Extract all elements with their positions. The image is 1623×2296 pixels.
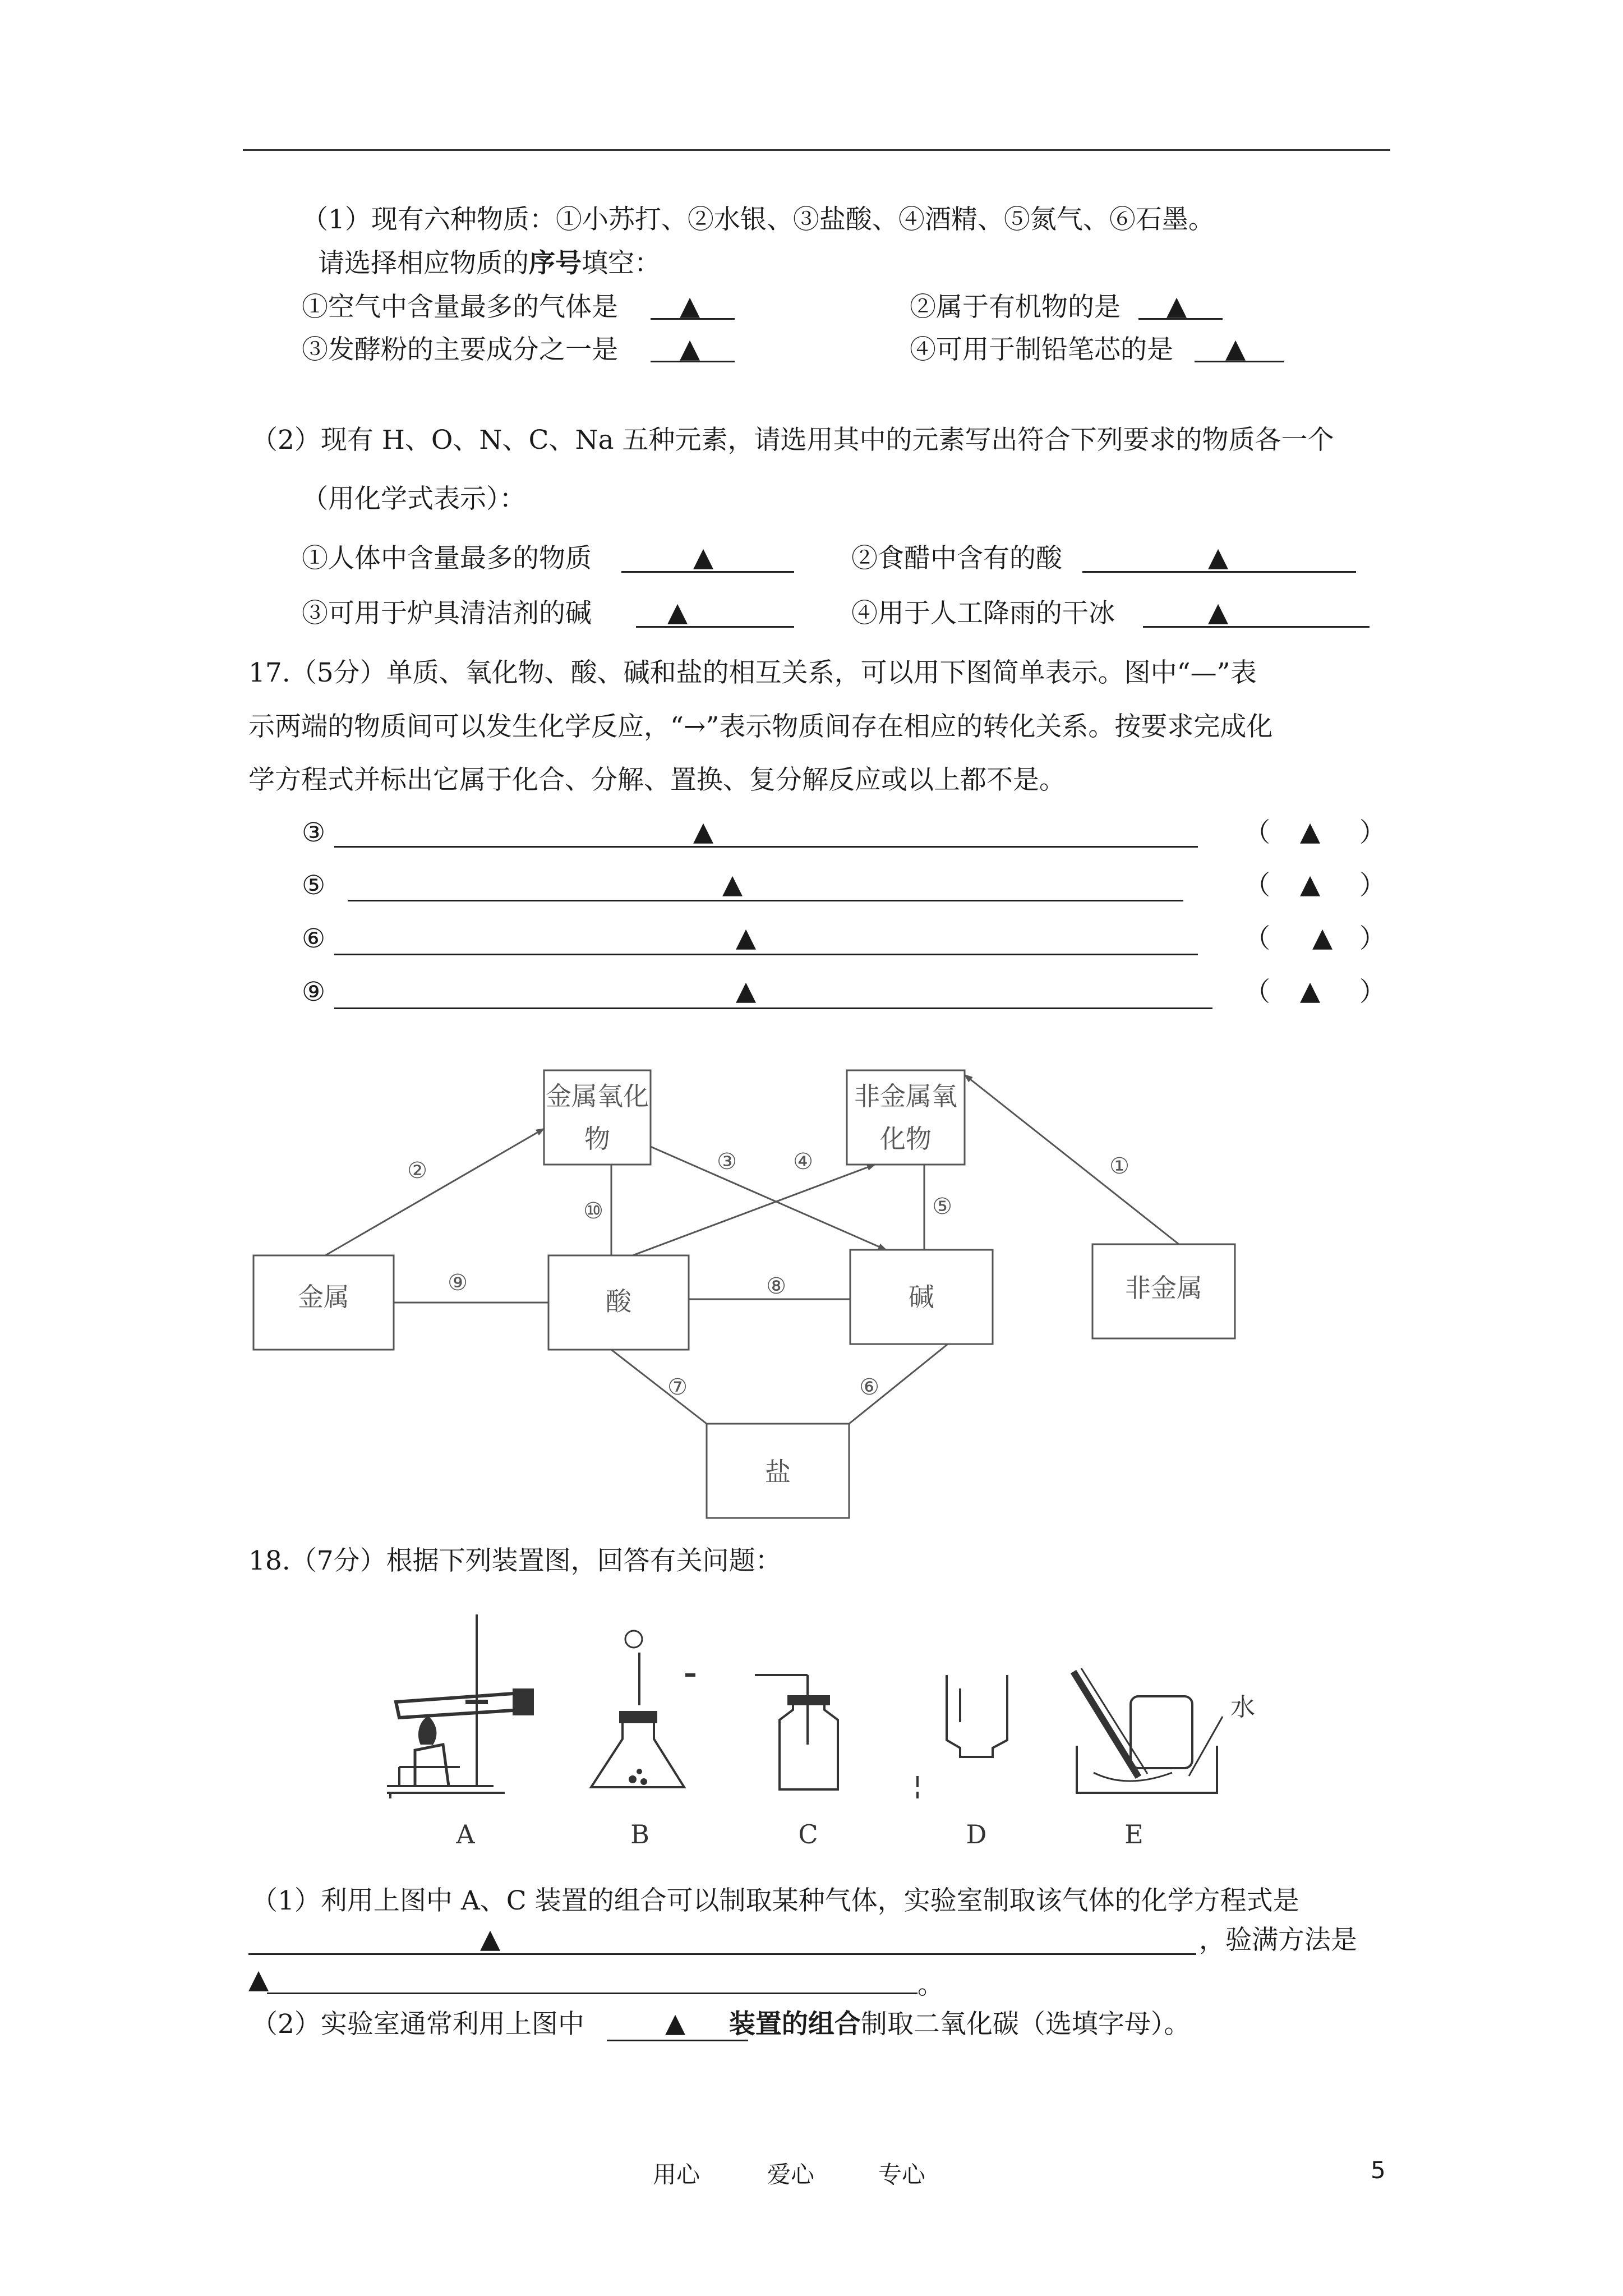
paren-close: ）: [1359, 923, 1386, 954]
node-nonmetal-oxide-label: 化物: [880, 1124, 932, 1154]
q18-p2-c: 制取二氧化碳（选填字母）。: [860, 2009, 1191, 2040]
paren-open: （: [1244, 817, 1270, 848]
apparatus-label-c: C: [798, 1819, 818, 1849]
node-acid-label: 酸: [606, 1286, 631, 1317]
q16-p2-note: （用化学式表示）：: [302, 484, 526, 514]
paren-close: ）: [1359, 870, 1386, 901]
edge-label-4: ④: [793, 1149, 813, 1175]
edge-label-8: ⑧: [766, 1273, 786, 1299]
node-metal-oxide-label: 金属氧化: [546, 1081, 649, 1111]
paren-open: （: [1244, 977, 1270, 1007]
equation-blank[interactable]: [348, 900, 1183, 901]
q17-line2: 示两端的物质间可以发生化学反应，“→”表示物质间存在相应的转化关系。按要求完成化: [248, 711, 1273, 742]
node-base-box: [850, 1250, 993, 1344]
water-label: 水: [1230, 1693, 1255, 1722]
blank[interactable]: [607, 2040, 748, 2041]
answer-mark: ▲: [1300, 976, 1321, 1006]
node-nonmetal-label: 非金属: [1125, 1273, 1202, 1303]
node-nonmetal-box: [1092, 1244, 1235, 1338]
paren-close: ）: [1359, 977, 1386, 1007]
answer-mark: ▲: [1208, 597, 1229, 628]
equation-blank[interactable]: [334, 846, 1198, 848]
edge-label-1: ①: [1109, 1153, 1129, 1179]
footer-motto-3: 专心: [878, 2161, 926, 2188]
answer-mark: ▲: [693, 816, 714, 847]
q16-p2-intro: （2）现有 H、O、N、C、Na 五种元素，请选用其中的元素写出符合下列要求的物质各一个: [251, 425, 1334, 455]
q17-item-label: ⑤: [302, 870, 326, 901]
node-metal-oxide-box: [544, 1070, 651, 1165]
answer-mark: ▲: [1300, 816, 1321, 847]
answer-mark: ▲: [722, 869, 743, 900]
blank[interactable]: [1143, 626, 1370, 628]
answer-mark: ▲: [1225, 333, 1246, 364]
answer-mark: ▲: [1300, 869, 1321, 900]
blank[interactable]: [636, 626, 794, 628]
footer-motto-1: 用心: [653, 2161, 700, 2188]
edge-4: [633, 1165, 875, 1255]
q18-p1-period: 。: [917, 1970, 944, 2000]
edge-1: [965, 1075, 1179, 1244]
edge-label-3: ③: [717, 1149, 737, 1175]
node-nonmetal-oxide-label: 非金属氧: [854, 1081, 957, 1111]
q16-p1-d: ④可用于制铅笔芯的是: [910, 334, 1173, 365]
page-number: 5: [1371, 2156, 1386, 2184]
q18-p2-b: 装置的组合: [728, 2009, 861, 2040]
q17-line3: 学方程式并标出它属于化合、分解、置换、复分解反应或以上都不是。: [248, 765, 1066, 795]
paren-open: （: [1244, 870, 1270, 901]
equation-blank[interactable]: [334, 1007, 1212, 1009]
apparatus-d: [917, 1675, 1007, 1798]
node-acid-box: [548, 1255, 689, 1350]
node-metal-oxide-label: 物: [584, 1124, 610, 1154]
q16-p1-instruction: [318, 247, 661, 280]
apparatus-label-b: B: [630, 1819, 649, 1849]
answer-mark: ▲: [1208, 542, 1229, 573]
q17-item-label: ⑨: [302, 977, 326, 1007]
answer-mark: ▲: [248, 1964, 269, 1995]
edge-2: [325, 1129, 544, 1255]
q18-title: 18.（7分）根据下列装置图，回答有关问题：: [248, 1545, 782, 1576]
apparatus-b: [591, 1631, 695, 1787]
q16-p2-c: ③可用于炉具清洁剂的碱: [302, 598, 592, 629]
instr-b: 序号: [529, 248, 582, 279]
edge-label-10: ⑩: [583, 1198, 603, 1224]
q16-p1-b: ②属于有机物的是: [910, 292, 1121, 323]
edge-3: [651, 1147, 886, 1250]
q18-p2: [251, 2008, 1190, 2041]
q16-p1-c: ③发酵粉的主要成分之一是: [302, 334, 618, 365]
edge-label-6: ⑥: [859, 1374, 879, 1400]
node-metal-label: 金属: [298, 1282, 349, 1312]
edge-label-7: ⑦: [667, 1374, 688, 1400]
node-salt-box: [707, 1424, 849, 1518]
answer-mark: ▲: [665, 2008, 686, 2039]
q17-item-label: ③: [302, 817, 326, 848]
method-blank[interactable]: [267, 1993, 917, 1994]
answer-mark: ▲: [1312, 922, 1333, 953]
answer-mark: ▲: [680, 333, 700, 364]
node-metal-box: [253, 1255, 394, 1350]
paren-close: ）: [1359, 817, 1386, 848]
answer-mark: ▲: [667, 597, 688, 628]
edge-label-2: ②: [407, 1158, 427, 1184]
q16-p1-intro: （1）现有六种物质：①小苏打、②水银、③盐酸、④酒精、⑤氮气、⑥石墨。: [302, 204, 1215, 235]
answer-mark: ▲: [736, 922, 757, 953]
edge-6: [849, 1344, 948, 1424]
apparatus-label-d: D: [966, 1819, 987, 1849]
apparatus-e: [1073, 1668, 1223, 1793]
edge-7: [611, 1350, 707, 1424]
answer-mark: ▲: [680, 291, 700, 321]
node-nonmetal-oxide-box: [847, 1070, 965, 1165]
q17-line1: 17.（5分）单质、氧化物、酸、碱和盐的相互关系，可以用下图简单表示。图中“—”表: [248, 657, 1257, 688]
apparatus-a: [387, 1614, 533, 1798]
header-rule: [243, 149, 1390, 151]
answer-mark: ▲: [480, 1924, 501, 1954]
instr-a: 请选择相应物质的: [318, 248, 529, 279]
equation-blank[interactable]: [248, 1953, 1196, 1955]
paren-open: （: [1244, 923, 1270, 954]
answer-mark: ▲: [736, 976, 757, 1006]
answer-mark: ▲: [1166, 291, 1187, 321]
q18-p1-line1: （1）利用上图中 A、C 装置的组合可以制取某种气体，实验室制取该气体的化学方程式是: [251, 1885, 1299, 1916]
node-salt-label: 盐: [765, 1457, 791, 1487]
equation-blank[interactable]: [334, 954, 1198, 955]
node-base-label: 碱: [909, 1282, 934, 1312]
apparatus-label-e: E: [1124, 1819, 1144, 1849]
edge-label-9: ⑨: [448, 1270, 468, 1296]
instr-c: 填空：: [582, 248, 661, 279]
q16-p2-d: ④用于人工降雨的干冰: [851, 598, 1115, 629]
q18-p1-line2-end: ，验满方法是: [1199, 1925, 1357, 1955]
q16-p2-b: ②食醋中含有的酸: [851, 543, 1062, 574]
q18-p2-a: （2）实验室通常利用上图中: [251, 2009, 584, 2040]
apparatus-label-a: A: [456, 1819, 475, 1849]
apparatus-c: [755, 1675, 838, 1789]
answer-mark: ▲: [693, 542, 714, 573]
q16-p1-a: ①空气中含量最多的气体是: [302, 292, 618, 323]
edge-label-5: ⑤: [932, 1194, 952, 1220]
q16-p2-a: ①人体中含量最多的物质: [302, 543, 592, 574]
q17-item-label: ⑥: [302, 923, 326, 954]
footer-motto-2: 爱心: [767, 2161, 815, 2188]
